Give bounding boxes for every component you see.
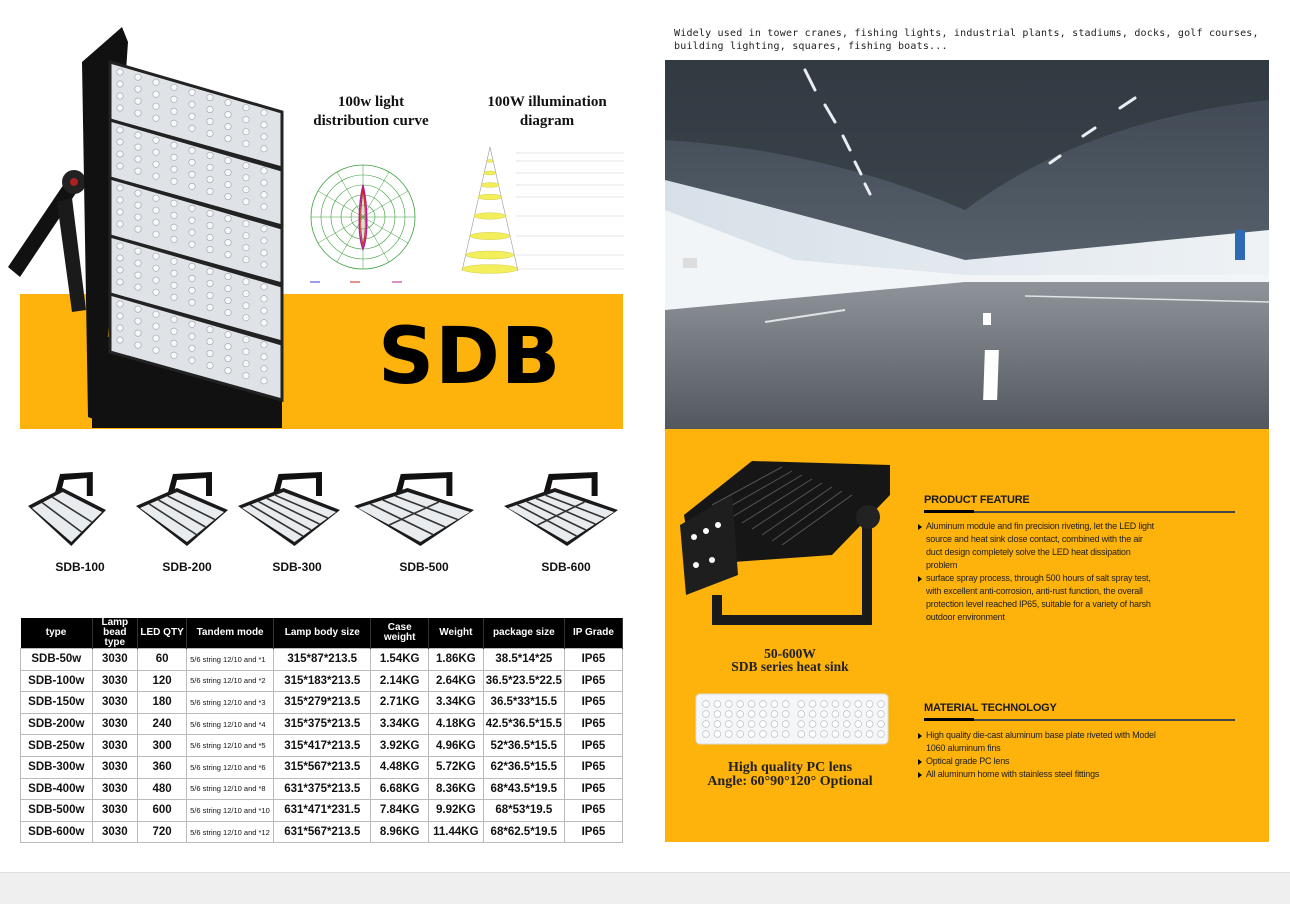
cell-package: 62*36.5*15.5 [483, 756, 564, 778]
cell-ip: IP65 [564, 713, 622, 735]
cell-weight: 4.18KG [428, 713, 483, 735]
cell-tandem: 5/6 string 12/10 and *8 [187, 778, 274, 800]
cell-weight: 3.34KG [428, 692, 483, 714]
material-technology-item: High quality die-cast aluminum base plate riveted with Model 1060 aluminum fins [917, 729, 1157, 755]
product-feature-heading: PRODUCT FEATURE [924, 494, 1030, 506]
cell-type: SDB-200w [21, 713, 93, 735]
cell-type: SDB-600w [21, 821, 93, 843]
cell-ip: IP65 [564, 670, 622, 692]
material-technology-list [917, 729, 1157, 781]
curve-title-line1: 100w light [337, 94, 405, 110]
cell-type: SDB-50w [21, 649, 93, 671]
material-technology-item: All aluminum home with stainless steel fittings [917, 768, 1157, 781]
cell-package: 52*36.5*15.5 [483, 735, 564, 757]
page-footer-strip [0, 872, 1290, 904]
table-row [21, 778, 623, 800]
cell-body-size: 315*279*213.5 [274, 692, 371, 714]
cell-weight: 9.92KG [428, 800, 483, 822]
col-type: type [21, 618, 93, 649]
light-distribution-polar-chart [300, 140, 430, 290]
cell-lamp-bead: 3030 [92, 649, 137, 671]
cell-body-size: 631*567*213.5 [274, 821, 371, 843]
cell-ip: IP65 [564, 800, 622, 822]
table-row [21, 800, 623, 822]
col-case-weight: Case weight [371, 618, 429, 649]
tunnel-application-photo [665, 60, 1269, 429]
distribution-curve-title [296, 93, 446, 131]
left-page [0, 0, 640, 870]
series-product-image [500, 466, 622, 548]
material-technology-rule [924, 719, 1235, 721]
intro-line2: building lighting, squares, fishing boats... [674, 41, 948, 52]
illumination-diagram-title [472, 93, 622, 131]
col-body-size: Lamp body size [274, 618, 371, 649]
cell-weight: 2.64KG [428, 670, 483, 692]
material-technology-item: Optical grade PC lens [917, 755, 1157, 768]
cell-body-size: 631*375*213.5 [274, 778, 371, 800]
table-row [21, 692, 623, 714]
cell-led-qty: 720 [138, 821, 187, 843]
cell-ip: IP65 [564, 778, 622, 800]
cell-tandem: 5/6 string 12/10 and *2 [187, 670, 274, 692]
cell-case-weight: 6.68KG [371, 778, 429, 800]
illum-title-line1: 100W illumination [487, 94, 607, 110]
table-row [21, 670, 623, 692]
table-row [21, 713, 623, 735]
cell-ip: IP65 [564, 821, 622, 843]
cell-tandem: 5/6 string 12/10 and *6 [187, 756, 274, 778]
heat-sink-image [672, 455, 894, 635]
spec-table-header-row [21, 618, 623, 649]
cell-tandem: 5/6 string 12/10 and *1 [187, 649, 274, 671]
cell-lamp-bead: 3030 [92, 692, 137, 714]
cell-package: 68*43.5*19.5 [483, 778, 564, 800]
cell-ip: IP65 [564, 692, 622, 714]
cell-package: 36.5*33*15.5 [483, 692, 564, 714]
cell-package: 38.5*14*25 [483, 649, 564, 671]
cell-package: 68*53*19.5 [483, 800, 564, 822]
table-row [21, 649, 623, 671]
cell-type: SDB-100w [21, 670, 93, 692]
cell-lamp-bead: 3030 [92, 778, 137, 800]
series-product-image [234, 466, 344, 548]
series-label-3: SDB-300 [272, 560, 322, 574]
spec-table [20, 618, 623, 843]
cell-case-weight: 8.96KG [371, 821, 429, 843]
cell-type: SDB-250w [21, 735, 93, 757]
cell-body-size: 315*567*213.5 [274, 756, 371, 778]
pc-lens-caption-line1: High quality PC lens [727, 760, 853, 775]
table-row [21, 756, 623, 778]
cell-type: SDB-150w [21, 692, 93, 714]
cell-body-size: 315*183*213.5 [274, 670, 371, 692]
cell-body-size: 631*471*231.5 [274, 800, 371, 822]
cell-case-weight: 7.84KG [371, 800, 429, 822]
cell-case-weight: 3.34KG [371, 713, 429, 735]
illumination-diagram-chart [456, 143, 626, 283]
col-weight: Weight [428, 618, 483, 649]
product-feature-list [917, 520, 1157, 624]
cell-ip: IP65 [564, 649, 622, 671]
table-row [21, 821, 623, 843]
cell-body-size: 315*417*213.5 [274, 735, 371, 757]
cell-led-qty: 180 [138, 692, 187, 714]
pc-lens-image [694, 690, 890, 748]
series-product-image [24, 466, 110, 548]
cell-body-size: 315*87*213.5 [274, 649, 371, 671]
cell-led-qty: 240 [138, 713, 187, 735]
cell-body-size: 315*375*213.5 [274, 713, 371, 735]
series-label-2: SDB-200 [162, 560, 212, 574]
cell-led-qty: 480 [138, 778, 187, 800]
product-feature-item: surface spray process, through 500 hours of salt spray test, with excellent anti-corrosion, anti-rust function, the overall protection level reached IP65, suitable for a variety of harsh outdoor environment [917, 572, 1157, 624]
cell-case-weight: 2.14KG [371, 670, 429, 692]
table-row [21, 735, 623, 757]
heat-sink-caption-line2: SDB series heat sink [731, 659, 849, 674]
cell-case-weight: 4.48KG [371, 756, 429, 778]
cell-led-qty: 360 [138, 756, 187, 778]
product-feature-item: Aluminum module and fin precision riveting, let the LED light source and heat sink close contact, combined with the air duct design completely solve the LED heat dissipation problem [917, 520, 1157, 572]
cell-case-weight: 1.54KG [371, 649, 429, 671]
cell-led-qty: 60 [138, 649, 187, 671]
series-label-1: SDB-100 [55, 560, 105, 574]
series-label-5: SDB-600 [541, 560, 591, 574]
cell-weight: 8.36KG [428, 778, 483, 800]
brand-title: SDB [378, 312, 562, 402]
cell-lamp-bead: 3030 [92, 756, 137, 778]
cell-case-weight: 2.71KG [371, 692, 429, 714]
cell-lamp-bead: 3030 [92, 670, 137, 692]
cell-weight: 5.72KG [428, 756, 483, 778]
cell-tandem: 5/6 string 12/10 and *5 [187, 735, 274, 757]
cell-ip: IP65 [564, 735, 622, 757]
pc-lens-caption-line2: Angle: 60°90°120° Optional [707, 774, 873, 789]
heat-sink-caption-line1: 50-600W [764, 646, 816, 661]
series-product-image [132, 466, 232, 548]
cell-weight: 4.96KG [428, 735, 483, 757]
cell-tandem: 5/6 string 12/10 and *4 [187, 713, 274, 735]
col-lamp-bead: Lamp bead type [92, 618, 137, 649]
cell-lamp-bead: 3030 [92, 821, 137, 843]
product-feature-rule [924, 511, 1235, 513]
cell-type: SDB-500w [21, 800, 93, 822]
cell-led-qty: 300 [138, 735, 187, 757]
cell-case-weight: 3.92KG [371, 735, 429, 757]
cell-weight: 1.86KG [428, 649, 483, 671]
cell-type: SDB-300w [21, 756, 93, 778]
floodlight-hero-image [2, 22, 302, 428]
curve-title-line2: distribution curve [313, 113, 429, 129]
col-package: package size [483, 618, 564, 649]
pc-lens-caption [690, 761, 890, 789]
cell-lamp-bead: 3030 [92, 735, 137, 757]
cell-lamp-bead: 3030 [92, 713, 137, 735]
col-tandem: Tandem mode [187, 618, 274, 649]
cell-ip: IP65 [564, 756, 622, 778]
heat-sink-caption [690, 647, 890, 673]
cell-package: 68*62.5*19.5 [483, 821, 564, 843]
illum-title-line2: diagram [519, 113, 575, 129]
cell-tandem: 5/6 string 12/10 and *3 [187, 692, 274, 714]
material-technology-heading: MATERIAL TECHNOLOGY [924, 702, 1057, 714]
cell-type: SDB-400w [21, 778, 93, 800]
col-ip: IP Grade [564, 618, 622, 649]
intro-line1: Widely used in tower cranes, fishing lights, industrial plants, stadiums, docks, golf courses, [674, 28, 1259, 39]
cell-weight: 11.44KG [428, 821, 483, 843]
application-intro [674, 27, 1264, 53]
cell-tandem: 5/6 string 12/10 and *10 [187, 800, 274, 822]
cell-led-qty: 600 [138, 800, 187, 822]
series-product-image [350, 466, 478, 548]
cell-tandem: 5/6 string 12/10 and *12 [187, 821, 274, 843]
cell-package: 36.5*23.5*22.5 [483, 670, 564, 692]
col-led-qty: LED QTY [138, 618, 187, 649]
cell-lamp-bead: 3030 [92, 800, 137, 822]
series-label-4: SDB-500 [399, 560, 449, 574]
cell-led-qty: 120 [138, 670, 187, 692]
cell-package: 42.5*36.5*15.5 [483, 713, 564, 735]
